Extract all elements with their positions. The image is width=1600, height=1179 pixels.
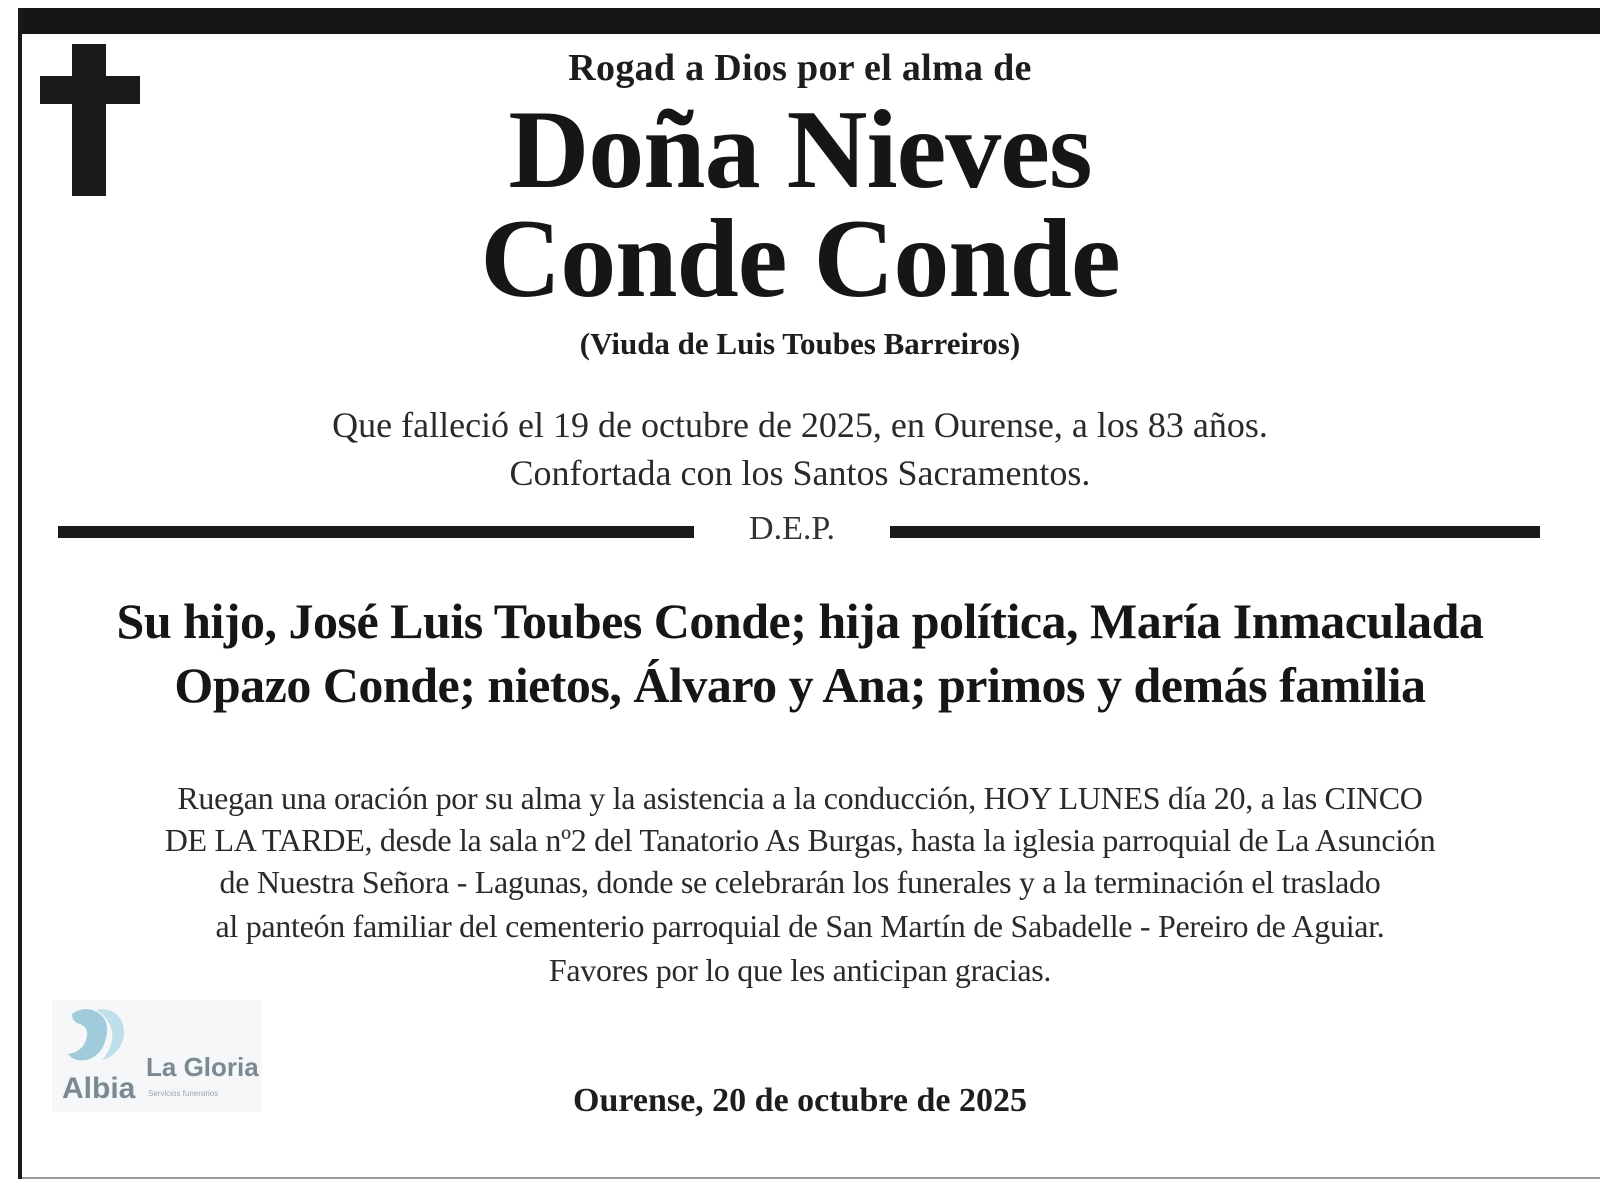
albia-mark-icon bbox=[68, 1009, 124, 1060]
top-border-rule bbox=[22, 8, 1600, 34]
service-text-line: Ruegan una oración por su alma y la asistencia a la conducción, HOY LUNES día 20, a las CINCO bbox=[177, 780, 1423, 816]
death-details: Que falleció el 19 de octubre de 2025, en Ourense, a los 83 años. bbox=[332, 405, 1268, 445]
deceased-name-line-2: Conde Conde bbox=[480, 197, 1120, 321]
dep-divider-left bbox=[58, 526, 694, 538]
dateline: Ourense, 20 de octubre de 2025 bbox=[573, 1082, 1027, 1119]
deceased-name-line-1: Doña Nieves bbox=[508, 88, 1092, 212]
service-text-line: DE LA TARDE, desde la sala nº2 del Tanatorio As Burgas, hasta la iglesia parroquial de La Asunción bbox=[164, 822, 1436, 858]
family-line-1: Su hijo, José Luis Toubes Conde; hija política, María Inmaculada bbox=[116, 593, 1484, 649]
logo-brand: Albia bbox=[62, 1072, 136, 1105]
widow-of-text: (Viuda de Luis Toubes Barreiros) bbox=[579, 326, 1021, 361]
sacraments-text: Confortada con los Santos Sacramentos. bbox=[509, 453, 1091, 493]
logo-tagline: Servicios funerarios bbox=[148, 1089, 219, 1098]
logo-name: La Gloria bbox=[146, 1052, 259, 1082]
service-text-line: Favores por lo que les anticipan gracias. bbox=[548, 952, 1052, 988]
dep-label: D.E.P. bbox=[749, 510, 835, 547]
service-text-line: de Nuestra Señora - Lagunas, donde se celebrarán los funerales y a la terminación el traslado bbox=[219, 864, 1381, 900]
intro-text: Rogad a Dios por el alma de bbox=[568, 47, 1032, 89]
service-text-line: al panteón familiar del cementerio parroquial de San Martín de Sabadelle - Pereiro de Aguiar. bbox=[215, 908, 1385, 944]
family-line-2: Opazo Conde; nietos, Álvaro y Ana; primos y demás familia bbox=[174, 657, 1426, 713]
dep-divider-right bbox=[890, 526, 1540, 538]
